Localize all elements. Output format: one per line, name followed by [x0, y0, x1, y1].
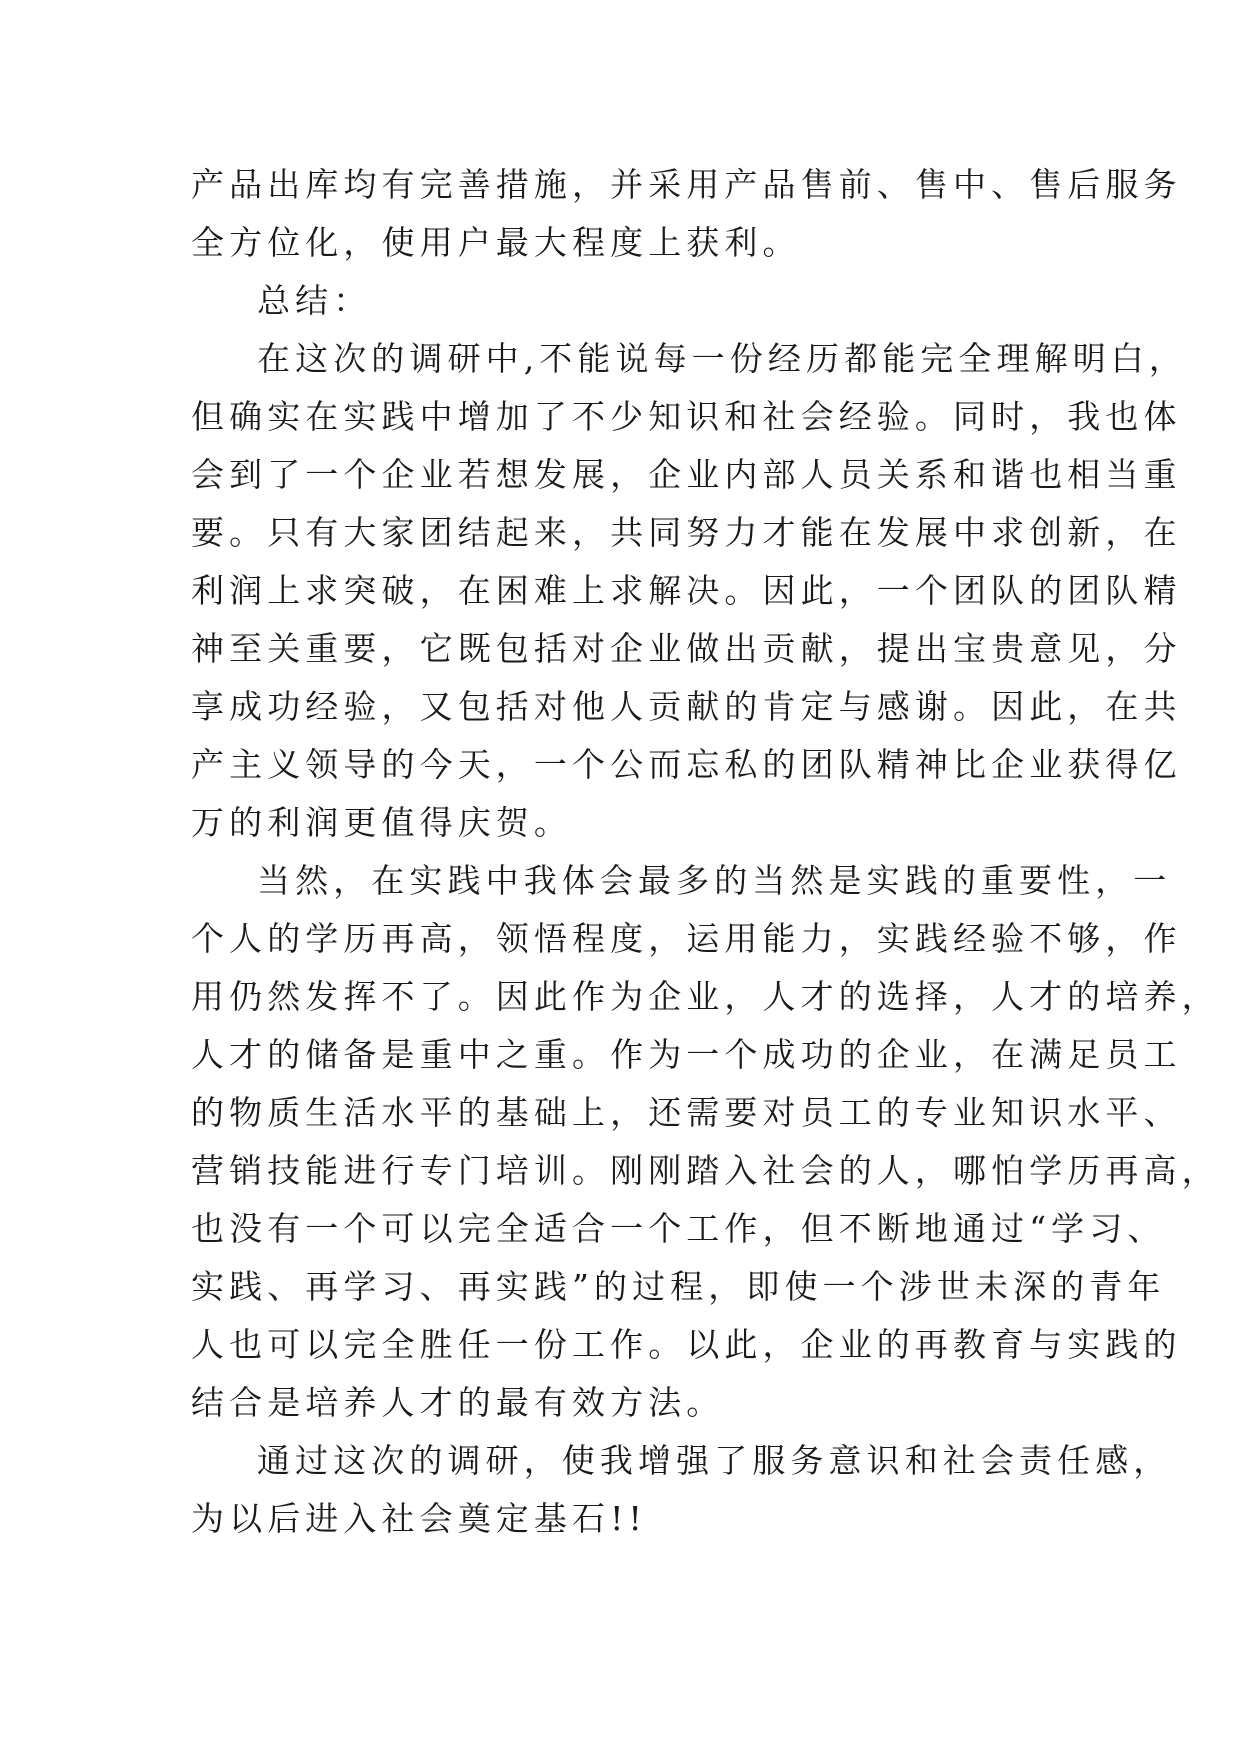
text-line: 结合是培养人才的最有效方法。: [191, 1383, 725, 1422]
text-line: 也没有一个可以完全适合一个工作，但不断地通过“学习、: [191, 1209, 1166, 1248]
text-line: 当然，在实践中我体会最多的当然是实践的重要性，一: [257, 861, 1172, 900]
text-line: 个人的学历再高，领悟程度，运用能力，实践经验不够，作: [191, 919, 1182, 958]
document-body: [191, 156, 1220, 1548]
text-line: 产主义领导的今天，一个公而忘私的团队精神比企业获得亿: [191, 745, 1182, 784]
text-line: 通过这次的调研，使我增强了服务意识和社会责任感，: [257, 1441, 1172, 1480]
text-line: 为以后进入社会奠定基石!!: [191, 1499, 647, 1538]
text-line: 人才的储备是重中之重。作为一个成功的企业，在满足员工: [191, 1035, 1182, 1074]
text-line: 神至关重要，它既包括对企业做出贡献，提出宝贵意见，分: [191, 629, 1182, 668]
text-line: 万的利润更值得庆贺。: [191, 803, 572, 842]
text-line: 利润上求突破，在困难上求解决。因此，一个团队的团队精: [191, 571, 1182, 610]
text-line: 会到了一个企业若想发展，企业内部人员关系和谐也相当重: [191, 455, 1182, 494]
text-line: 实践、再学习、再实践”的过程，即使一个涉世未深的青年: [191, 1267, 1166, 1306]
text-line: 享成功经验，又包括对他人贡献的肯定与感谢。因此，在共: [191, 687, 1182, 726]
text-line: 产品出库均有完善措施，并采用产品售前、售中、售后服务: [191, 165, 1182, 204]
section-heading: 总结：: [257, 281, 372, 320]
text-line: 用仍然发挥不了。因此作为企业，人才的选择，人才的培养，: [191, 977, 1220, 1016]
text-line: 的物质生活水平的基础上，还需要对员工的专业知识水平、: [191, 1093, 1182, 1132]
text-line: 但确实在实践中增加了不少知识和社会经验。同时，我也体: [191, 397, 1182, 436]
text-line: 人也可以完全胜任一份工作。以此，企业的再教育与实践的: [191, 1325, 1182, 1364]
text-line: 营销技能进行专门培训。刚刚踏入社会的人，哪怕学历再高，: [191, 1151, 1220, 1190]
text-line: 在这次的调研中,不能说每一份经历都能完全理解明白，: [257, 339, 1187, 378]
text-line: 要。只有大家团结起来，共同努力才能在发展中求创新，在: [191, 513, 1182, 552]
text-line: 全方位化，使用户最大程度上获利。: [191, 223, 801, 262]
